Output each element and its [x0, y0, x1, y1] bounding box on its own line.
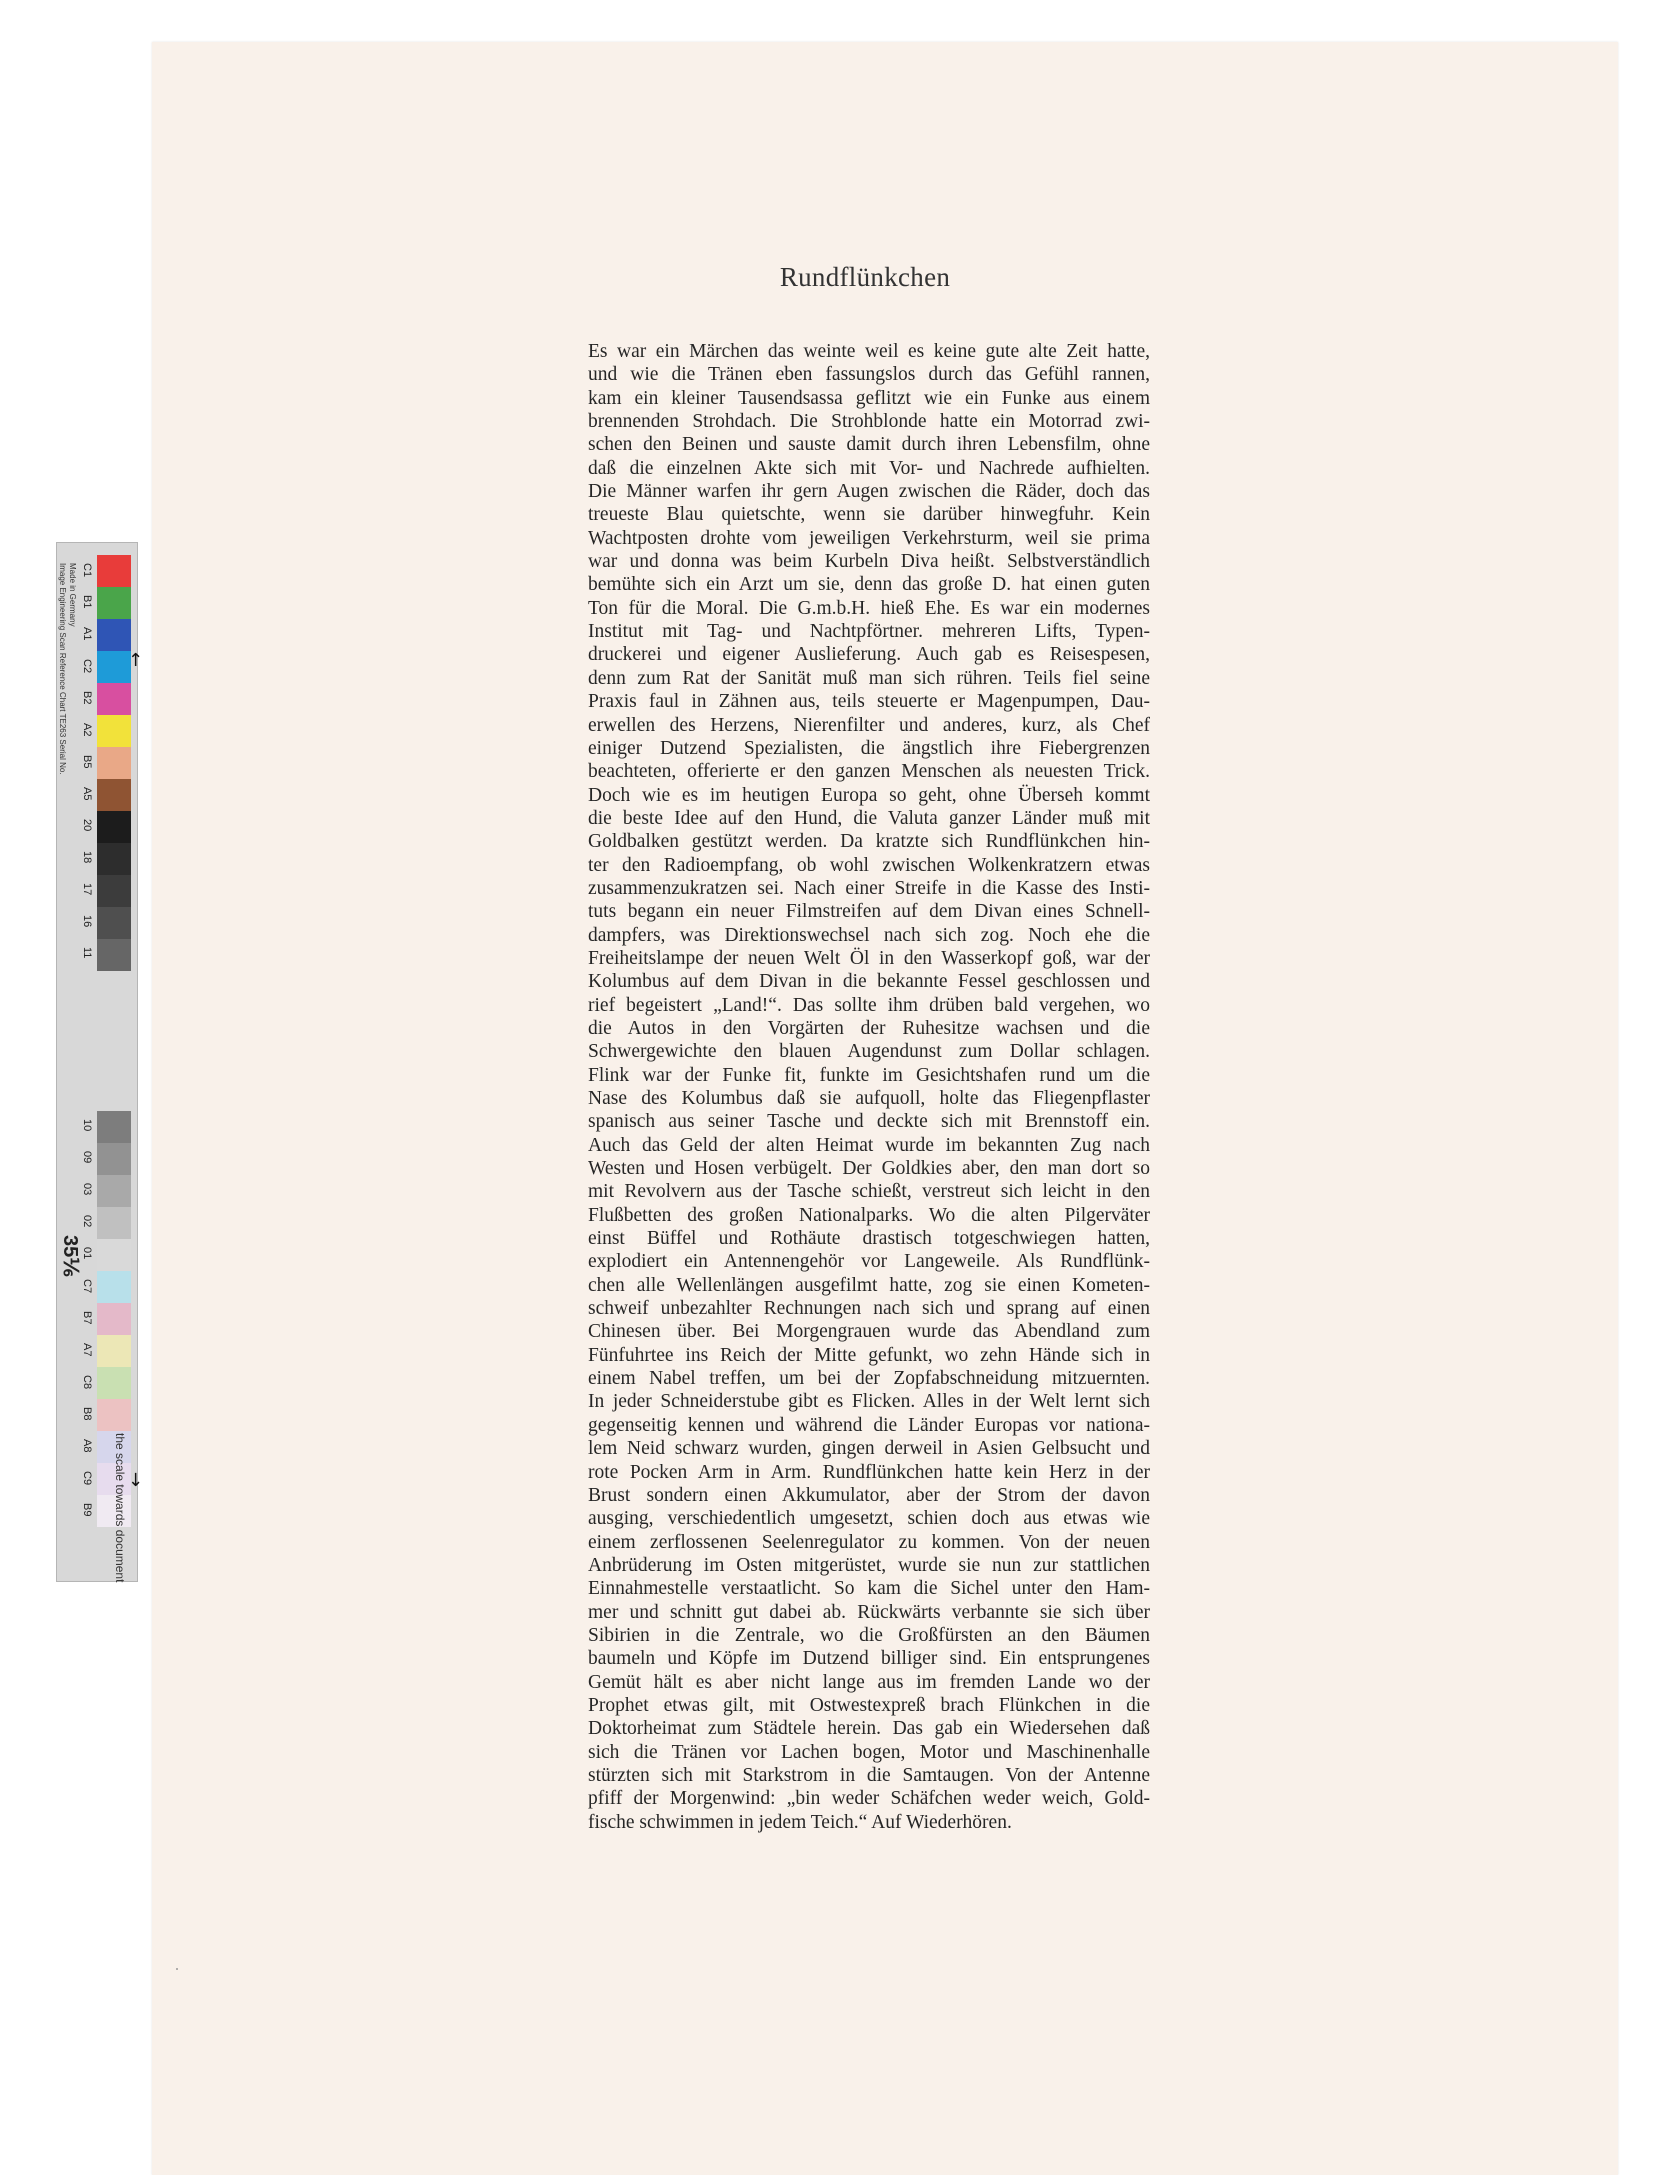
text-line: Doch wie es im heutigen Europa so geht, ohne Überseh kommt [588, 784, 1150, 806]
patch-label: 17 [81, 883, 93, 896]
patch-label: 11 [81, 947, 93, 959]
text-line: fische schwimmen in jedem Teich.“ Auf Wiederhören. [588, 1811, 1012, 1833]
text-line: Nase des Kolumbus daß sie aufquoll, holte das Fliegenpflaster [588, 1088, 1150, 1109]
patch-label: C7 [81, 1279, 93, 1294]
text-line: stürzten sich mit Starkstrom in die Samtaugen. Von der Antenne [588, 1764, 1150, 1786]
patch-label: C9 [81, 1471, 93, 1486]
patch-label: B5 [81, 755, 93, 769]
color-patch [97, 555, 131, 587]
text-line: Doktorheimat zum Städtele herein. Das gab ein Wiedersehen daß [588, 1718, 1150, 1740]
patch-label: C8 [81, 1375, 93, 1390]
text-line: Schwergewichte den blauen Augendunst zum Dollar schlagen. [588, 1041, 1150, 1063]
patch-label: 02 [81, 1215, 93, 1228]
text-line: Freiheitslampe der neuen Welt Öl in den Wasserkopf goß, war der [588, 947, 1150, 969]
patch-label: 10 [81, 1119, 93, 1132]
text-line: rote Pocken Arm in Arm. Rundflünkchen hatte kein Herz in der [588, 1461, 1150, 1483]
text-line: gegenseitig kennen und während die Länder Europas vor nationa- [588, 1414, 1150, 1436]
color-patch [97, 1175, 131, 1207]
text-line: einem Nabel treffen, um bei der Zopfabschneidung mitzuernten. [588, 1368, 1150, 1390]
color-patch [97, 1367, 131, 1399]
text-line: Chinesen über. Bei Morgengrauen wurde das Abendland zum [588, 1321, 1150, 1343]
patch-label: B9 [81, 1503, 93, 1517]
color-patch [97, 587, 131, 619]
color-patch [97, 811, 131, 843]
color-patch [97, 939, 131, 971]
text-line: schweif unbezahlter Rechnungen nach sich und sprang auf einen [588, 1298, 1150, 1320]
color-patch [97, 619, 131, 651]
text-line: erwellen des Herzens, Nierenfilter und anderes, kurz, als Chef [588, 714, 1150, 736]
strip-fine-print: Image Engineering Scan Reference Chart TE263 Serial No. [58, 563, 67, 775]
text-line: Sibirien in die Zentrale, wo die Großfürsten an den Bäumen [588, 1624, 1150, 1646]
color-patch [97, 715, 131, 747]
text-line: Prophet etwas gilt, mit Ostwestexpreß brach Flünkchen in die [588, 1694, 1150, 1716]
text-line: kam ein kleiner Tausendsassa geflitzt wie ein Funke aus einem [588, 387, 1150, 409]
patch-label: C2 [81, 659, 93, 674]
text-line: mer und schnitt gut dabei ab. Rückwärts verbannte sie sich über [588, 1601, 1150, 1623]
text-line: baumeln und Köpfe im Dutzend billiger sind. Ein entsprungenes [588, 1648, 1150, 1670]
text-line: Institut mit Tag- und Nachtpförtner. mehreren Lifts, Typen- [588, 621, 1150, 643]
text-line: einem zerflossenen Seelenregulator zu kommen. Von der neuen [588, 1531, 1150, 1553]
color-patch [97, 1143, 131, 1175]
color-patch [97, 683, 131, 715]
text-line: chen alle Wellenlängen ausgefilmt hatte, zog sie einen Kometen- [588, 1274, 1150, 1296]
text-line: tuts begann ein neuer Filmstreifen auf dem Divan eines Schnell- [588, 901, 1150, 923]
text-line: Es war ein Märchen das weinte weil es keine gute alte Zeit hatte, [588, 341, 1150, 362]
text-line: sich die Tränen vor Lachen bogen, Motor und Maschinenhalle [588, 1741, 1150, 1763]
color-reference-strip [56, 542, 138, 1582]
text-line: mit Revolvern aus der Tasche schießt, verstreut sich leicht in den [588, 1181, 1150, 1203]
color-patch [97, 843, 131, 875]
patch-label: A2 [81, 723, 93, 737]
strip-fine-print-2: Made in Germany [68, 563, 77, 627]
paper-speck [176, 1968, 178, 1970]
text-line: Westen und Hosen verbügelt. Der Goldkies aber, den man dort so [588, 1158, 1150, 1180]
patch-label: B8 [81, 1407, 93, 1421]
text-line: treueste Blau quietschte, wenn sie darüber hinwegfuhr. Kein [588, 504, 1150, 526]
patch-label: 18 [81, 851, 93, 864]
patch-label: 20 [81, 819, 93, 832]
text-line: war und donna was beim Kurbeln Diva heißt. Selbstverständlich [588, 551, 1150, 573]
text-line: Kolumbus auf dem Divan in die bekannte Fessel geschlossen und [588, 971, 1150, 993]
patch-label: B2 [81, 691, 93, 705]
text-line: Fünfuhrtee ins Reich der Mitte gefunkt, wo zehn Hände sich in [588, 1344, 1150, 1366]
color-patch [97, 1271, 131, 1303]
patch-label: C1 [81, 563, 93, 578]
patch-label: A1 [81, 627, 93, 641]
patch-label: 01 [81, 1247, 93, 1260]
color-patch [97, 651, 131, 683]
text-line: dampfers, was Direktionswechsel nach sich zog. Noch ehe die [588, 924, 1150, 946]
color-patch [97, 1207, 131, 1239]
document-title: Rundflünkchen [779, 262, 951, 292]
patch-label: B1 [81, 595, 93, 609]
text-line: beachteten, offerierte er den ganzen Menschen als neuesten Trick. [588, 761, 1150, 783]
text-line: ter den Radioempfang, ob wohl zwischen Wolkenkratzern etwas [588, 854, 1150, 876]
text-line: Brust sondern einen Akkumulator, aber der Strom der davon [588, 1484, 1150, 1506]
text-line: Anbrüderung im Osten mitgerüstet, wurde sie nun zur stattlichen [588, 1554, 1150, 1576]
text-line: lem Neid schwarz wurden, gingen derweil in Asien Gelbsucht und [588, 1438, 1150, 1460]
arrow-down-icon: ↓ [128, 1470, 144, 1491]
text-line: rief begeistert „Land!“. Das sollte ihm drüben bald vergehen, wo [588, 994, 1150, 1016]
strip-serial: 35⅙ [59, 1235, 81, 1277]
text-line: Goldbalken gestützt werden. Da kratzte sich Rundflünkchen hin- [588, 831, 1150, 853]
text-line: die Autos in den Vorgärten der Ruhesitze wachsen und die [588, 1017, 1150, 1039]
patch-label: B7 [81, 1311, 93, 1325]
text-line: Einnahmestelle verstaatlicht. So kam die Sichel unter den Ham- [588, 1578, 1150, 1600]
text-line: die beste Idee auf den Hund, die Valuta ganzer Länder muß mit [588, 807, 1150, 829]
text-line: spanisch aus seiner Tasche und deckte sich mit Brennstoff ein. [588, 1111, 1150, 1133]
text-line: einiger Dutzend Spezialisten, die ängstlich ihre Fiebergrenzen [588, 737, 1150, 759]
text-line: einst Büffel und Rothäute drastisch totgeschwiegen hatten, [588, 1228, 1150, 1250]
color-patch [97, 1239, 131, 1271]
color-patch [97, 1399, 131, 1431]
text-line: Auch das Geld der alten Heimat wurde im bekannten Zug nach [588, 1134, 1150, 1156]
text-line: bemühte sich ein Arzt um sie, denn das große D. hat einen guten [588, 574, 1150, 596]
patch-label: 03 [81, 1183, 93, 1196]
color-patch [97, 907, 131, 939]
patch-label: A7 [81, 1343, 93, 1357]
text-line: explodiert ein Antennengehör vor Langeweile. Als Rundflünk- [588, 1251, 1150, 1273]
text-line: denn zum Rat der Sanität muß man sich rühren. Teils fiel seine [588, 667, 1150, 689]
color-patch [97, 1335, 131, 1367]
text-line: Wachtposten drohte vom jeweiligen Verkehrsturm, weil sie prima [588, 527, 1150, 549]
text-line: Ton für die Moral. Die G.m.b.H. hieß Ehe. Es war ein modernes [588, 597, 1150, 619]
patch-label: 16 [81, 915, 93, 928]
text-line: Flußbetten des großen Nationalparks. Wo die alten Pilgerväter [588, 1204, 1150, 1226]
color-patch [97, 875, 131, 907]
text-line: Die Männer warfen ihr gern Augen zwischen die Räder, doch das [588, 481, 1150, 503]
text-line: zusammenzukratzen sei. Nach einer Streife in die Kasse des Insti- [588, 877, 1150, 899]
patch-label: A5 [81, 787, 93, 801]
color-patch [97, 779, 131, 811]
color-patch [97, 1111, 131, 1143]
text-line: Flink war der Funke fit, funkte im Gesichtshafen rund um die [588, 1064, 1150, 1086]
text-line: und wie die Tränen eben fassungslos durch das Gefühl rannen, [588, 364, 1150, 386]
patch-label: 09 [81, 1151, 93, 1164]
document-body [588, 340, 1150, 1834]
text-line: ausging, verschiedentlich umgesetzt, schien doch aus etwas wie [588, 1508, 1150, 1530]
patch-label: A8 [81, 1439, 93, 1453]
text-line: pfiff der Morgenwind: „bin weder Schäfchen weder weich, Gold- [588, 1788, 1150, 1810]
arrow-up-icon: ↑ [128, 650, 144, 671]
text-line: daß die einzelnen Akte sich mit Vor- und Nachrede aufhielten. [588, 457, 1150, 479]
color-patch [97, 747, 131, 779]
text-line: In jeder Schneiderstube gibt es Flicken. Alles in der Welt lernt sich [588, 1391, 1150, 1413]
strip-side-text: the scale towards document [113, 1433, 127, 1583]
color-patches [97, 555, 131, 1527]
text-line: brennenden Strohdach. Die Strohblonde hatte ein Motorrad zwi- [588, 411, 1150, 433]
text-line: Praxis faul in Zähnen aus, teils steuerte er Magenpumpen, Dau- [588, 691, 1150, 713]
color-patch [97, 1303, 131, 1335]
text-line: Gemüt hält es aber nicht lange aus im fremden Lande wo der [588, 1671, 1150, 1693]
text-line: druckerei und eigener Auslieferung. Auch gab es Reisespesen, [588, 644, 1150, 666]
text-line: schen den Beinen und sauste damit durch ihren Lebensfilm, ohne [588, 434, 1150, 456]
